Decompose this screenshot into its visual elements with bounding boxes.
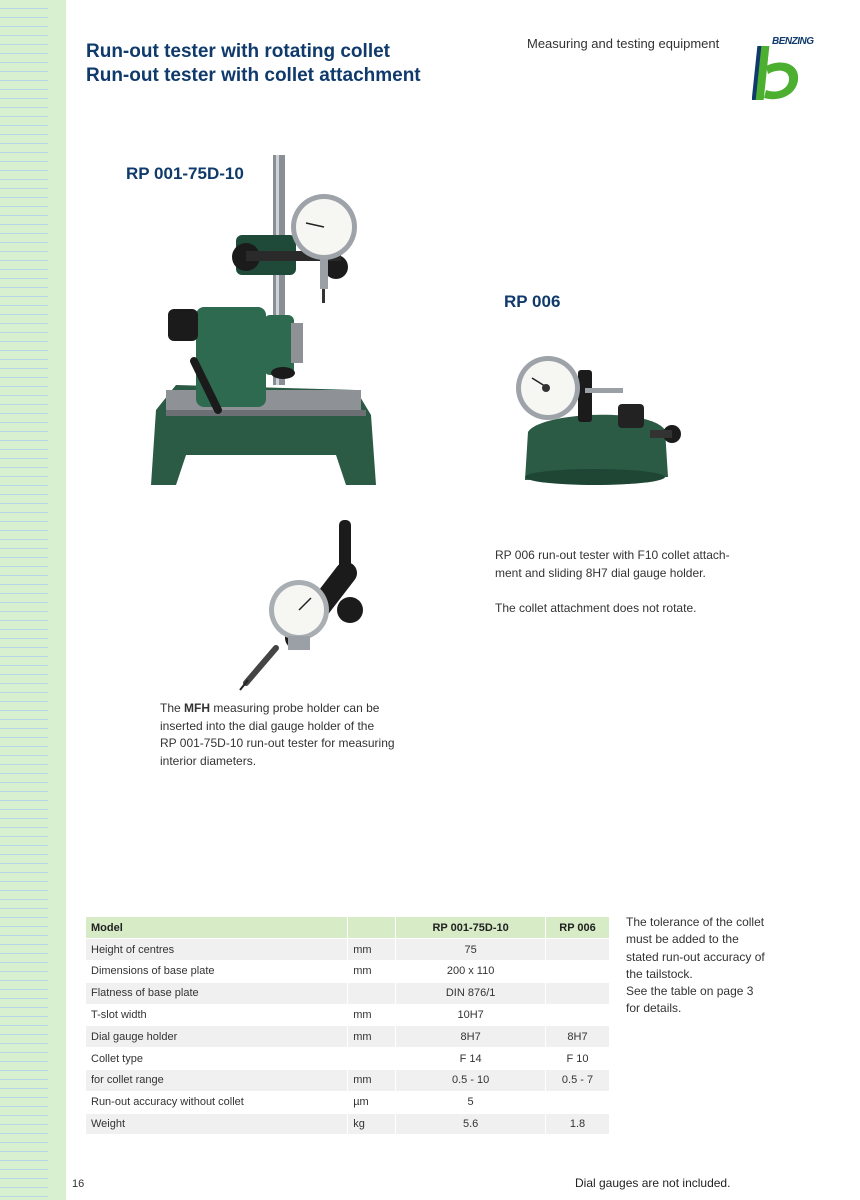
side-band-line	[0, 917, 48, 918]
table-row	[86, 1026, 610, 1048]
side-band-line	[0, 467, 48, 468]
table-cell: 8H7	[396, 1026, 546, 1048]
side-band-line	[0, 1025, 48, 1026]
side-band-line	[0, 440, 48, 441]
table-cell: DIN 876/1	[396, 982, 546, 1004]
side-band-line	[0, 773, 48, 774]
side-band-line	[0, 1196, 48, 1197]
side-band-line	[0, 989, 48, 990]
table-cell: F 14	[396, 1048, 546, 1070]
mfh-caption-line	[160, 700, 430, 718]
table-row	[86, 982, 610, 1004]
footer-note: Dial gauges are not included.	[575, 1176, 731, 1190]
rp006-caption-line: RP 006 run-out tester with F10 collet attach-	[495, 548, 730, 562]
side-band-line	[0, 17, 48, 18]
side-band-line	[0, 278, 48, 279]
mfh-caption-pre: The	[160, 701, 185, 715]
table-row	[86, 1113, 610, 1135]
section-caption: Measuring and testing equipment	[527, 36, 720, 51]
header-unit	[348, 917, 396, 939]
mfh-caption-text: measuring probe holder can be	[210, 701, 380, 715]
side-band-line	[0, 863, 48, 864]
table-cell: mm	[348, 1004, 396, 1026]
table-cell: µm	[348, 1091, 396, 1113]
tolerance-note	[626, 914, 806, 1018]
side-band-line	[0, 908, 48, 909]
side-band-line	[0, 575, 48, 576]
side-band-line	[0, 35, 48, 36]
header-rp001: RP 001-75D-10	[396, 917, 546, 939]
side-band-line	[0, 845, 48, 846]
table-cell: 0.5 - 10	[396, 1070, 546, 1092]
note-line: stated run-out accuracy of	[626, 949, 765, 964]
side-band-line	[0, 746, 48, 747]
side-band-line	[0, 242, 48, 243]
table-cell	[546, 1004, 610, 1026]
side-band-line	[0, 1016, 48, 1017]
side-band-line	[0, 1142, 48, 1143]
side-band-line	[0, 1151, 48, 1152]
side-band-line	[0, 422, 48, 423]
table-cell: 5	[396, 1091, 546, 1113]
table-row	[86, 1004, 610, 1026]
side-band-line	[0, 656, 48, 657]
side-band-line	[0, 620, 48, 621]
side-band-line	[0, 1052, 48, 1053]
side-band-line	[0, 692, 48, 693]
side-band-line	[0, 1160, 48, 1161]
rp006-caption-note: The collet attachment does not rotate.	[495, 600, 697, 615]
side-band-line	[0, 152, 48, 153]
side-band-line	[0, 197, 48, 198]
side-band-line	[0, 971, 48, 972]
side-band-line	[0, 1133, 48, 1134]
side-band-line	[0, 899, 48, 900]
table-cell: mm	[348, 1026, 396, 1048]
side-band-line	[0, 1187, 48, 1188]
side-band-line	[0, 143, 48, 144]
table-cell	[348, 1048, 396, 1070]
side-band-line	[0, 449, 48, 450]
table-cell: 5.6	[396, 1113, 546, 1135]
table-cell: T-slot width	[86, 1004, 348, 1026]
side-band-line	[0, 800, 48, 801]
table-cell: 8H7	[546, 1026, 610, 1048]
side-band-line	[0, 629, 48, 630]
side-band-line	[0, 476, 48, 477]
side-band-line	[0, 1097, 48, 1098]
side-band-line	[0, 233, 48, 234]
side-band-line	[0, 125, 48, 126]
note-line: the tailstock.	[626, 966, 693, 981]
side-band-line	[0, 926, 48, 927]
table-row	[86, 1091, 610, 1113]
side-band-line	[0, 854, 48, 855]
side-band-line	[0, 494, 48, 495]
model-label-rp006: RP 006	[504, 292, 561, 311]
side-band-line	[0, 566, 48, 567]
side-band-line	[0, 1070, 48, 1071]
side-band-line	[0, 134, 48, 135]
spec-table	[86, 917, 610, 1135]
table-cell: kg	[348, 1113, 396, 1135]
side-band-line	[0, 323, 48, 324]
side-band-line	[0, 1124, 48, 1125]
table-cell: Height of centres	[86, 939, 348, 961]
side-band	[0, 0, 66, 1200]
mfh-caption-line: RP 001-75D-10 run-out tester for measuring	[160, 736, 395, 750]
header-model: Model	[86, 917, 348, 939]
side-band-line	[0, 80, 48, 81]
side-band-line	[0, 782, 48, 783]
table-cell	[348, 982, 396, 1004]
note-line: for details.	[626, 1001, 682, 1016]
table-cell: mm	[348, 961, 396, 983]
side-band-line	[0, 404, 48, 405]
note-line: See the table on page 3	[626, 984, 754, 999]
side-band-line	[0, 791, 48, 792]
note-line: must be added to the	[626, 932, 739, 947]
side-band-line	[0, 1169, 48, 1170]
side-band-line	[0, 269, 48, 270]
side-band-line	[0, 1007, 48, 1008]
table-cell: Dial gauge holder	[86, 1026, 348, 1048]
side-band-line	[0, 611, 48, 612]
side-band-line	[0, 665, 48, 666]
rp006-caption	[495, 547, 775, 617]
page-title	[86, 40, 421, 88]
side-band-line	[0, 458, 48, 459]
side-band-line	[0, 188, 48, 189]
table-cell: 0.5 - 7	[546, 1070, 610, 1092]
side-band-line	[0, 71, 48, 72]
table-cell: 1.8	[546, 1113, 610, 1135]
table-cell: 10H7	[396, 1004, 546, 1026]
rp001-tester-image	[146, 155, 386, 490]
side-band-line	[0, 836, 48, 837]
side-band-line	[0, 224, 48, 225]
title-line-1: Run-out tester with rotating collet	[86, 41, 390, 62]
title-line-2: Run-out tester with collet attachment	[86, 65, 421, 86]
side-band-line	[0, 548, 48, 549]
side-band-line	[0, 26, 48, 27]
side-band-line	[0, 935, 48, 936]
table-cell	[546, 939, 610, 961]
side-band-line	[0, 413, 48, 414]
side-band-line	[0, 8, 48, 9]
side-band-line	[0, 161, 48, 162]
side-band-line	[0, 530, 48, 531]
side-band-line	[0, 827, 48, 828]
side-band-line	[0, 602, 48, 603]
side-band-line	[0, 638, 48, 639]
side-band-line	[0, 251, 48, 252]
table-cell	[546, 961, 610, 983]
table-cell: 75	[396, 939, 546, 961]
side-band-line	[0, 1061, 48, 1062]
side-band-line	[0, 1115, 48, 1116]
side-band-line	[0, 386, 48, 387]
side-band-line	[0, 287, 48, 288]
table-cell: for collet range	[86, 1070, 348, 1092]
table-cell: 200 x 110	[396, 961, 546, 983]
side-band-line	[0, 818, 48, 819]
side-band-line	[0, 431, 48, 432]
table-cell: Weight	[86, 1113, 348, 1135]
side-band-line	[0, 881, 48, 882]
side-band-line	[0, 1043, 48, 1044]
side-band-line	[0, 755, 48, 756]
table-cell: Flatness of base plate	[86, 982, 348, 1004]
side-band-line	[0, 710, 48, 711]
side-band-line	[0, 980, 48, 981]
table-cell: Run-out accuracy without collet	[86, 1091, 348, 1113]
side-band-line	[0, 962, 48, 963]
side-band-line	[0, 116, 48, 117]
note-line: The tolerance of the collet	[626, 915, 765, 929]
side-band-line	[0, 485, 48, 486]
side-band-line	[0, 206, 48, 207]
side-band-line	[0, 764, 48, 765]
page-number: 16	[72, 1178, 85, 1190]
side-band-line	[0, 395, 48, 396]
mfh-caption-line: interior diameters.	[160, 753, 257, 768]
side-band-line	[0, 89, 48, 90]
side-band-line	[0, 1106, 48, 1107]
side-band-line	[0, 377, 48, 378]
header-rp006: RP 006	[546, 917, 610, 939]
side-band-line	[0, 305, 48, 306]
side-band-line	[0, 332, 48, 333]
side-band-line	[0, 296, 48, 297]
side-band-line	[0, 62, 48, 63]
side-band-line	[0, 683, 48, 684]
side-band-line	[0, 701, 48, 702]
logo-brand-text: BENZING	[772, 36, 814, 47]
side-band-line	[0, 998, 48, 999]
side-band-line	[0, 1079, 48, 1080]
table-row	[86, 1070, 610, 1092]
side-band-line	[0, 539, 48, 540]
side-band-line	[0, 737, 48, 738]
rp006-caption-line: ment and sliding 8H7 dial gauge holder.	[495, 565, 706, 580]
side-band-line	[0, 809, 48, 810]
side-band-line	[0, 98, 48, 99]
side-band-line	[0, 44, 48, 45]
side-band-line	[0, 872, 48, 873]
table-cell: mm	[348, 939, 396, 961]
side-band-line	[0, 521, 48, 522]
table-row	[86, 961, 610, 983]
mfh-caption	[160, 700, 430, 770]
side-band-line	[0, 647, 48, 648]
side-band-line	[0, 179, 48, 180]
side-band-line	[0, 557, 48, 558]
side-band-line	[0, 1034, 48, 1035]
side-band-line	[0, 1178, 48, 1179]
side-band-line	[0, 719, 48, 720]
side-band-line	[0, 341, 48, 342]
benzing-logo	[752, 36, 822, 100]
side-band-line	[0, 674, 48, 675]
side-band-line	[0, 593, 48, 594]
side-band-line	[0, 215, 48, 216]
table-cell: Dimensions of base plate	[86, 961, 348, 983]
side-band-line	[0, 953, 48, 954]
mfh-probe-holder-image	[236, 518, 368, 693]
side-band-line	[0, 503, 48, 504]
side-band-line	[0, 584, 48, 585]
mfh-caption-line: inserted into the dial gauge holder of the	[160, 718, 375, 733]
side-band-line	[0, 359, 48, 360]
table-cell: F 10	[546, 1048, 610, 1070]
side-band-line	[0, 314, 48, 315]
table-row	[86, 939, 610, 961]
table-cell: mm	[348, 1070, 396, 1092]
side-band-line	[0, 350, 48, 351]
side-band-line	[0, 170, 48, 171]
rp006-tester-image	[500, 352, 690, 492]
table-header-row	[86, 917, 610, 939]
side-band-line	[0, 1088, 48, 1089]
side-band-line	[0, 107, 48, 108]
mfh-caption-bold: MFH	[184, 701, 211, 715]
side-band-line	[0, 260, 48, 261]
side-band-line	[0, 53, 48, 54]
side-band-line	[0, 944, 48, 945]
side-band-line	[0, 368, 48, 369]
side-band-line	[0, 728, 48, 729]
table-row	[86, 1048, 610, 1070]
table-cell: Collet type	[86, 1048, 348, 1070]
table-cell	[546, 1091, 610, 1113]
side-band-line	[0, 890, 48, 891]
model-label-rp001: RP 001-75D-10	[126, 164, 244, 183]
side-band-line	[0, 512, 48, 513]
table-cell	[546, 982, 610, 1004]
